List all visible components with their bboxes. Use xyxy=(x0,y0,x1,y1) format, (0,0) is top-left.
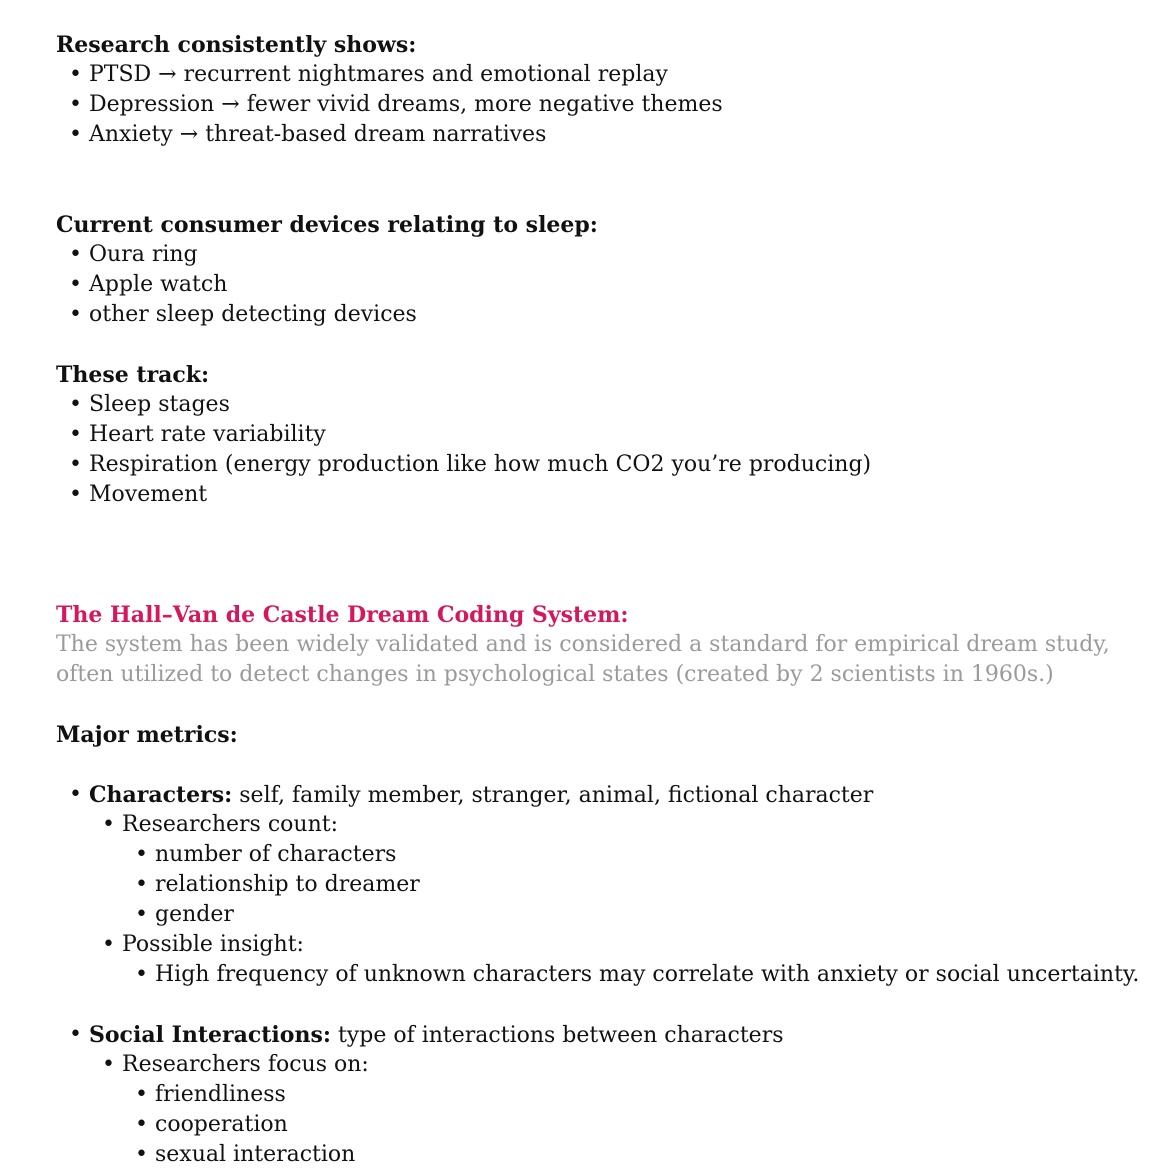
list-item: • Anxiety → threat-based dream narratives xyxy=(56,120,1116,150)
metrics-heading: Major metrics: xyxy=(56,722,238,748)
list-item: • High frequency of unknown characters may correlate with anxiety or social uncertainty. xyxy=(56,960,1116,990)
list-item: • Depression → fewer vivid dreams, more negative themes xyxy=(56,90,1116,120)
list-item: • PTSD → recurrent nightmares and emotional replay xyxy=(56,60,1116,90)
characters-text: self, family member, stranger, animal, fictional character xyxy=(232,783,874,808)
social-label: Social Interactions: xyxy=(89,1022,331,1048)
devices-heading: Current consumer devices relating to sleep: xyxy=(56,212,598,238)
list-item: • other sleep detecting devices xyxy=(56,300,1116,330)
characters-label: Characters: xyxy=(89,782,233,808)
tracks-heading: These track: xyxy=(56,362,210,388)
social-text: type of interactions between characters xyxy=(330,1023,784,1048)
list-item: • Possible insight: xyxy=(56,930,1116,960)
research-heading: Research consistently shows: xyxy=(56,32,417,58)
list-item: • cooperation xyxy=(56,1110,1116,1140)
list-item: • sexual interaction xyxy=(56,1140,1116,1170)
list-item: • number of characters xyxy=(56,840,1116,870)
metric-characters xyxy=(56,780,1116,810)
hvdc-description: The system has been widely validated and is considered a standard for empirical dream study, often utilized to detect changes in psychological states (created by 2 scientists in 1960s.) xyxy=(56,632,1110,687)
list-item: • gender xyxy=(56,900,1116,930)
list-item: • Sleep stages xyxy=(56,390,1116,420)
hvdc-title: The Hall–Van de Castle Dream Coding System: xyxy=(56,602,629,628)
metric-social-interactions xyxy=(56,1020,1116,1050)
list-item: • friendliness xyxy=(56,1080,1116,1110)
list-item: • Movement xyxy=(56,480,1116,510)
list-item: • Apple watch xyxy=(56,270,1116,300)
list-item: • Heart rate variability xyxy=(56,420,1116,450)
list-item: • Oura ring xyxy=(56,240,1116,270)
list-item: • Respiration (energy production like how much CO2 you’re producing) xyxy=(56,450,1116,480)
document-page xyxy=(56,30,1140,1170)
list-item: • Researchers count: xyxy=(56,810,1116,840)
list-item: • Researchers focus on: xyxy=(56,1050,1116,1080)
list-item: • relationship to dreamer xyxy=(56,870,1116,900)
